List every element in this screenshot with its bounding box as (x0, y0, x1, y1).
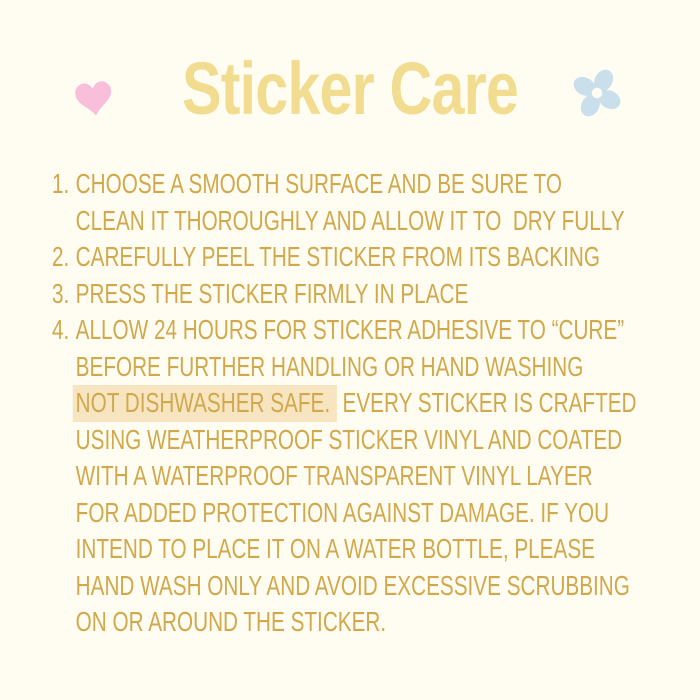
line-text: WITH A WATERPROOF TRANSPARENT VINYL LAYER (75, 460, 593, 492)
instruction-line (52, 312, 625, 349)
line-text: USING WEATHERPROOF STICKER VINYL AND COATED (75, 423, 623, 455)
instruction-line (52, 166, 562, 203)
instruction-line (52, 385, 637, 422)
instructions-list (0, 166, 700, 641)
list-number: 3. (52, 277, 70, 309)
highlighted-note: NOT DISHWASHER SAFE. (73, 385, 337, 422)
flower-icon (572, 68, 622, 118)
instruction-line (52, 276, 532, 313)
list-number: 2. (52, 241, 70, 273)
line-text: FOR ADDED PROTECTION AGAINST DAMAGE. IF YOU (75, 496, 610, 528)
instruction-line (52, 531, 595, 568)
instruction-line (52, 203, 625, 240)
instruction-line (52, 568, 630, 605)
flower-icon-svg (572, 68, 622, 118)
list-number: 1. (52, 168, 70, 200)
instruction-line (52, 239, 600, 276)
page-title: Sticker Care (182, 47, 518, 130)
instruction-line (52, 458, 593, 495)
line-text: BEFORE FURTHER HANDLING OR HAND WASHING (75, 350, 584, 382)
line-text: INTEND TO PLACE IT ON A WATER BOTTLE, PLEASE (75, 533, 595, 565)
list-number: 4. (52, 314, 70, 346)
line-text: ON OR AROUND THE STICKER. (75, 606, 387, 638)
instruction-line (52, 422, 623, 459)
line-text: CHOOSE A SMOOTH SURFACE AND BE SURE TO (75, 168, 562, 200)
line-text: CAREFULLY PEEL THE STICKER FROM ITS BACKING (75, 241, 600, 273)
instruction-line (52, 349, 584, 386)
line-text: ALLOW 24 HOURS FOR STICKER ADHESIVE TO “CURE” (75, 314, 625, 346)
line-text: NOT DISHWASHER SAFE. EVERY STICKER IS CRAFTED (76, 387, 637, 419)
instruction-line (52, 495, 610, 532)
instruction-line (52, 604, 532, 641)
line-text: PRESS THE STICKER FIRMLY IN PLACE (75, 277, 469, 309)
line-text: CLEAN IT THOROUGHLY AND ALLOW IT TO DRY FULLY (75, 204, 625, 236)
line-text: HAND WASH ONLY AND AVOID EXCESSIVE SCRUBBING (75, 569, 630, 601)
